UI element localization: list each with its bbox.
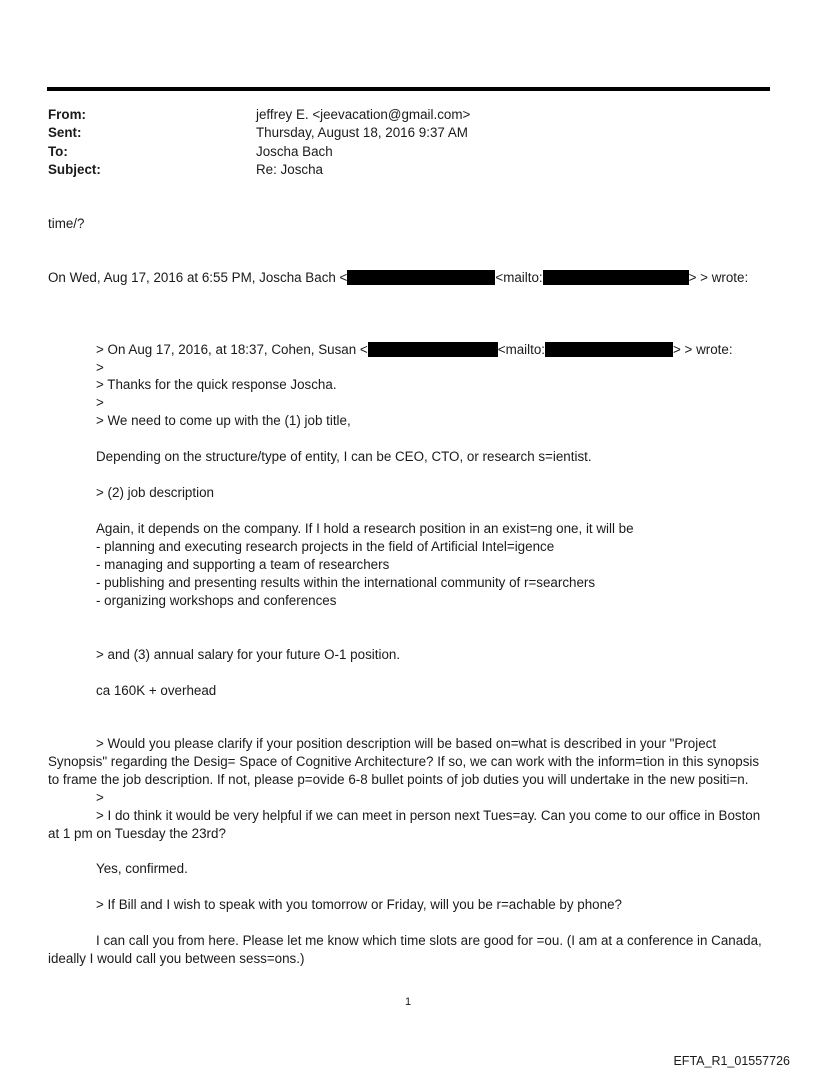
clarify-line-1: > Would you please clarify if your position description will be based on=what is described in your "Project [96, 736, 717, 751]
quote-marker: > [96, 360, 104, 375]
inner-quote-intro [96, 341, 733, 359]
list-item: - organizing workshops and conferences [96, 593, 337, 608]
subject-value: Re: Joscha [256, 162, 323, 177]
mailto-text: <mailto: [497, 342, 546, 357]
list-item: - publishing and presenting results within the international community of r=searchers [96, 575, 596, 590]
call-line-2: ideally I would call you between sess=ons.) [48, 951, 305, 966]
redaction-box [347, 270, 495, 285]
clarify-line-2: Synopsis" regarding the Desig= Space of Cognitive Architecture? If so, we can work with the inform=tion in this synopsis [48, 754, 760, 769]
from-value: jeffrey E. <jeevacation@gmail.com> [256, 107, 471, 122]
meet-line-1: > I do think it would be very helpful if we can meet in person next Tues=ay. Can you come to our office in Boston [96, 808, 761, 823]
list-item: - managing and supporting a team of researchers [96, 557, 390, 572]
phone-question: > If Bill and I wish to speak with you tomorrow or Friday, will you be r=achable by phone? [96, 897, 622, 912]
meet-line-2: at 1 pm on Tuesday the 23rd? [48, 826, 226, 841]
job-title-question: > We need to come up with the (1) job title, [96, 413, 351, 428]
to-label: To: [48, 144, 68, 159]
thanks-line: > Thanks for the quick response Joscha. [96, 377, 337, 392]
redaction-box [543, 270, 689, 285]
wrote-text: > > wrote: [688, 270, 749, 285]
quote-marker: > [96, 790, 104, 805]
bates-number: EFTA_R1_01557726 [673, 1054, 790, 1068]
page-number: 1 [404, 996, 412, 1008]
sent-value: Thursday, August 18, 2016 9:37 AM [256, 125, 468, 140]
redaction-box [545, 342, 673, 357]
job-title-answer: Depending on the structure/type of entity, I can be CEO, CTO, or research s=ientist. [96, 449, 592, 464]
clarify-line-3: to frame the job description. If not, please p=ovide 6-8 bullet points of job duties you will undertake in the new positi=n. [48, 772, 749, 787]
quote-marker: > [96, 395, 104, 410]
confirmed-line: Yes, confirmed. [96, 861, 188, 876]
salary-answer: ca 160K + overhead [96, 683, 217, 698]
from-label: From: [48, 107, 86, 122]
to-value: Joscha Bach [256, 144, 333, 159]
header-rule [47, 87, 770, 91]
call-line-1: I can call you from here. Please let me know which time slots are good for =ou. (I am at a conference in Canada, [96, 933, 762, 948]
job-description-question: > (2) job description [96, 485, 214, 500]
subject-label: Subject: [48, 162, 101, 177]
quote-intro [48, 269, 748, 287]
mailto-text: <mailto: [495, 270, 543, 285]
inner-intro-text: > On Aug 17, 2016, at 18:37, Cohen, Susan < [96, 342, 368, 357]
job-description-answer: Again, it depends on the company. If I hold a research position in an exist=ng one, it will be [96, 521, 634, 536]
sent-label: Sent: [48, 125, 82, 140]
list-item: - planning and executing research projects in the field of Artificial Intel=igence [96, 539, 555, 554]
salary-question: > and (3) annual salary for your future O-1 position. [96, 647, 401, 662]
wrote-text: > > wrote: [673, 342, 733, 357]
redaction-box [368, 342, 498, 357]
quote-intro-text: On Wed, Aug 17, 2016 at 6:55 PM, Joscha Bach < [48, 270, 348, 285]
reply-text: time/? [48, 216, 85, 231]
